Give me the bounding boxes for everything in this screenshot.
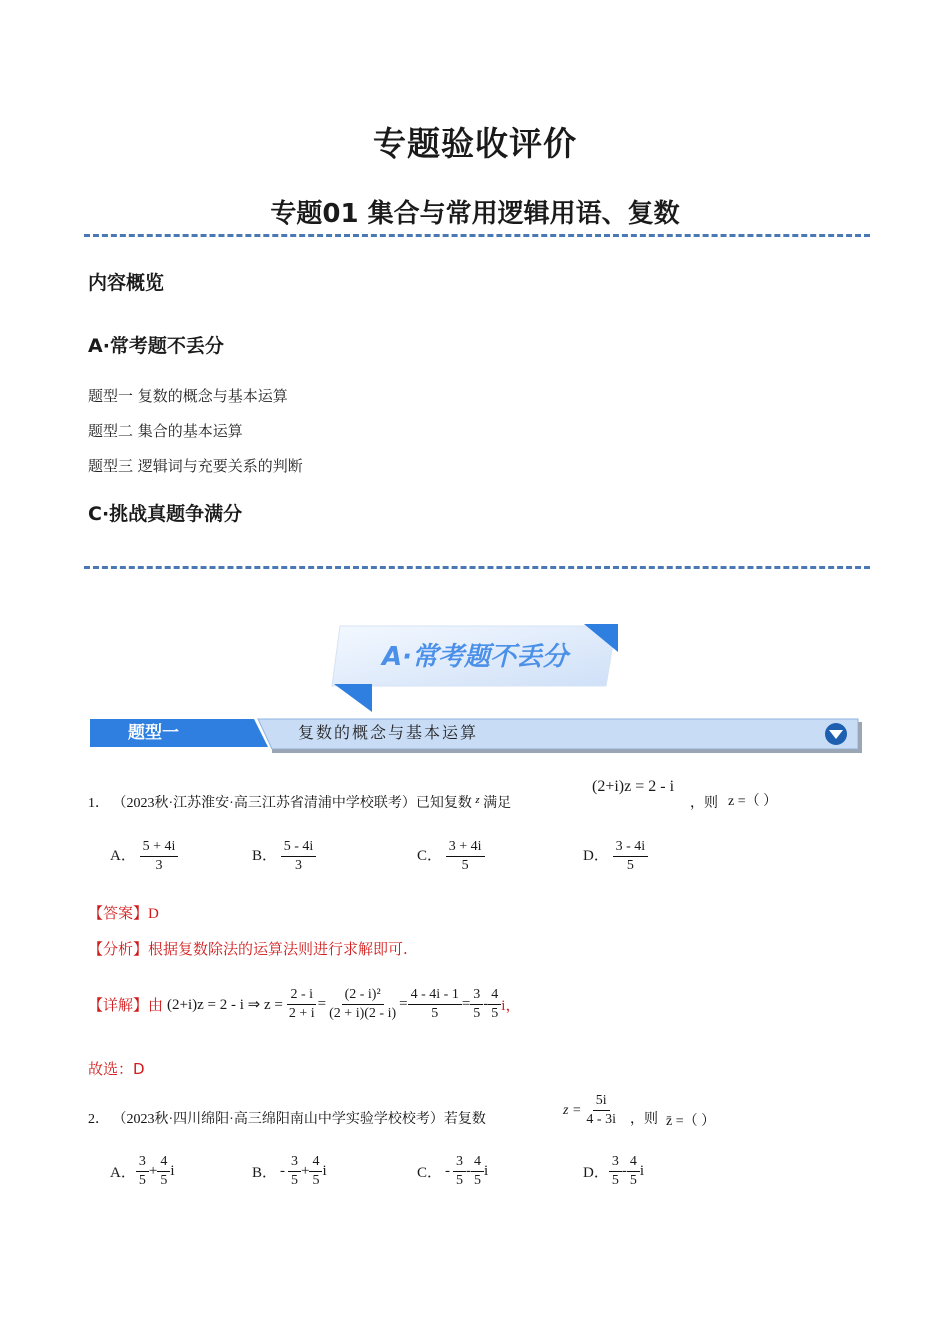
- topic-label[interactable]: 题型一: [128, 723, 179, 743]
- q2-option-d[interactable]: D． $\frac{3}{5}$ - $\frac{4}{5}$ i: [583, 1154, 645, 1188]
- q2-expression: z = $\frac{5i}{4 - 3i}$: [563, 1093, 616, 1127]
- q2-option-a[interactable]: A． $\frac{3}{5}$ + $\frac{4}{5}$ i: [110, 1154, 175, 1188]
- q1-detail: 【详解】 由 (2+i)z = 2 - i ⇒ z = $\frac{2 - i}{2 + i}$ = $\frac{\text{(2 - i)²}}{(2 + i)(2 - i)}$ = $\frac{4 - 4i - 1}{5}$ = $\frac{3}{5}$ - $\frac{4}{5}$ i，: [88, 987, 521, 1021]
- q1-condition: (2+i)z = 2 - i: [592, 778, 675, 795]
- q2-number: 2．: [88, 1112, 109, 1127]
- q1-source: （2023秋·江苏淮安·高三江苏省清浦中学校联考）已知复数: [112, 796, 472, 811]
- topic-text: 复数的概念与基本运算: [298, 723, 479, 742]
- q1-mid: 满足: [483, 796, 512, 811]
- q1-option-b[interactable]: B． $\frac{5 - 4i}{3}$: [252, 838, 316, 875]
- q1-ask: z =（ ）: [728, 794, 778, 809]
- q2-tail: ，则: [630, 1112, 658, 1127]
- overview-item-3[interactable]: 题型三 逻辑词与充要关系的判断: [88, 457, 303, 475]
- q1-stem: [88, 792, 511, 812]
- q1-option-d[interactable]: D． $\frac{3 - 4i}{5}$: [583, 838, 648, 875]
- q2-option-b[interactable]: B． - $\frac{3}{5}$ + $\frac{4}{5}$ i: [252, 1154, 327, 1188]
- q2-ask: z̄ =（ ）: [666, 1114, 716, 1129]
- page-title: 专题验收评价: [373, 124, 577, 163]
- divider-top: [84, 234, 870, 237]
- q2-stem: [88, 1108, 486, 1128]
- overview-section-a: A·常考题不丢分: [88, 335, 224, 357]
- q1-var: z: [475, 794, 480, 806]
- page-subtitle: 专题01 集合与常用逻辑用语、复数: [270, 199, 680, 229]
- overview-item-1[interactable]: 题型一 复数的概念与基本运算: [88, 387, 288, 405]
- q1-tail: ，则: [690, 796, 718, 811]
- q1-number: 1．: [88, 796, 109, 811]
- overview-heading: 内容概览: [88, 272, 165, 294]
- overview-section-c: C·挑战真题争满分: [88, 503, 243, 525]
- overview-item-2[interactable]: 题型二 集合的基本运算: [88, 422, 243, 440]
- divider-bottom: [84, 566, 870, 569]
- q2-source: （2023秋·四川绵阳·高三绵阳南山中学实验学校校考）若复数: [112, 1112, 486, 1127]
- q1-option-a[interactable]: A． $\frac{5 + 4i}{3}$: [110, 838, 178, 875]
- banner-text: A·常考题不丢分: [382, 642, 568, 672]
- q1-option-c[interactable]: C． $\frac{3 + 4i}{5}$: [417, 838, 485, 875]
- q1-choice: 故选：D: [88, 1060, 145, 1078]
- banner-corner-bottom: [334, 684, 372, 712]
- q1-answer: 【答案】D: [88, 904, 159, 922]
- q1-analysis: 【分析】根据复数除法的运算法则进行求解即可.: [88, 940, 408, 958]
- q2-option-c[interactable]: C． - $\frac{3}{5}$ - $\frac{4}{5}$ i: [417, 1154, 489, 1188]
